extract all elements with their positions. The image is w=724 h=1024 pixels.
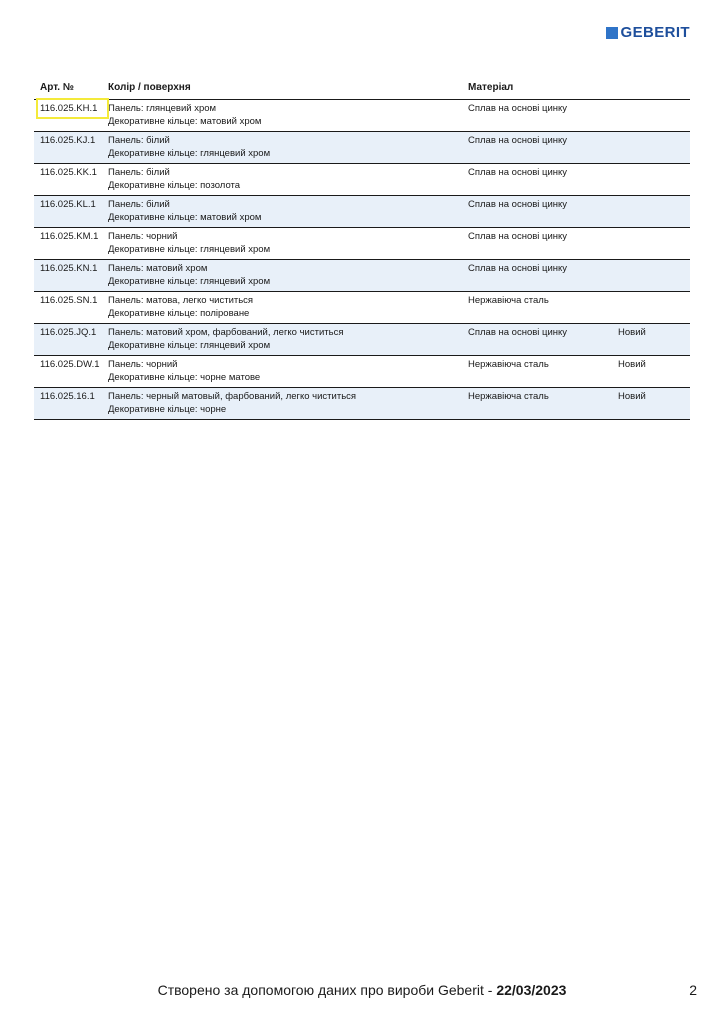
table-row	[34, 196, 690, 228]
geberit-logo	[606, 25, 690, 40]
new-badge: Новий	[612, 388, 690, 420]
panel-text: Панель: матовий хром	[108, 263, 208, 274]
table-row	[34, 164, 690, 196]
panel-text: Панель: матовий хром, фарбований, легко чиститься	[108, 327, 344, 338]
footer	[0, 982, 724, 998]
material-cell: Сплав на основі цинку	[462, 324, 612, 356]
ring-text: Декоративне кільце: позолота	[108, 180, 241, 191]
color-surface-cell	[102, 196, 462, 228]
ring-text: Декоративне кільце: поліроване	[108, 308, 250, 319]
panel-text: Панель: білий	[108, 167, 170, 178]
new-badge	[612, 228, 690, 260]
header-color-surface: Колір / поверхня	[102, 81, 462, 100]
panel-text: Панель: чорний	[108, 359, 178, 370]
ring-text: Декоративне кільце: чорне	[108, 404, 227, 415]
ring-text: Декоративне кільце: матовий хром	[108, 212, 262, 223]
table-row	[34, 260, 690, 292]
new-badge	[612, 164, 690, 196]
color-surface-cell	[102, 292, 462, 324]
new-badge	[612, 196, 690, 228]
ring-text: Декоративне кільце: глянцевий хром	[108, 340, 271, 351]
article-number: 116.025.DW.1	[34, 356, 102, 388]
material-cell: Сплав на основі цинку	[462, 228, 612, 260]
material-cell: Нержавіюча сталь	[462, 356, 612, 388]
color-surface-cell	[102, 132, 462, 164]
color-surface-cell	[102, 260, 462, 292]
material-cell: Сплав на основі цинку	[462, 100, 612, 132]
new-badge	[612, 132, 690, 164]
panel-text: Панель: черный матовый, фарбований, легко чиститься	[108, 391, 357, 402]
panel-text: Панель: глянцевий хром	[108, 103, 217, 114]
header-material: Матеріал	[462, 81, 612, 100]
panel-text: Панель: білий	[108, 135, 170, 146]
article-number: 116.025.KL.1	[34, 196, 102, 228]
new-badge	[612, 292, 690, 324]
material-cell: Сплав на основі цинку	[462, 260, 612, 292]
table-row	[34, 388, 690, 420]
article-number: 116.025.16.1	[34, 388, 102, 420]
material-cell: Сплав на основі цинку	[462, 196, 612, 228]
table-header-row	[34, 81, 690, 100]
ring-text: Декоративне кільце: глянцевий хром	[108, 148, 271, 159]
color-surface-cell	[102, 100, 462, 132]
logo-text: GEBERIT	[620, 24, 690, 41]
article-number: 116.025.KK.1	[34, 164, 102, 196]
header-article: Арт. №	[34, 81, 102, 100]
ring-text: Декоративне кільце: глянцевий хром	[108, 276, 271, 287]
footer-text: Створено за допомогою даних про вироби Geberit -	[157, 982, 493, 998]
color-surface-cell	[102, 388, 462, 420]
page-number: 2	[689, 982, 697, 998]
color-surface-cell	[102, 356, 462, 388]
color-surface-cell	[102, 228, 462, 260]
article-number: 116.025.KM.1	[34, 228, 102, 260]
color-surface-cell	[102, 324, 462, 356]
header-flag	[612, 81, 690, 100]
ring-text: Декоративне кільце: матовий хром	[108, 116, 262, 127]
material-cell: Сплав на основі цинку	[462, 164, 612, 196]
panel-text: Панель: білий	[108, 199, 170, 210]
article-number: 116.025.KH.1	[34, 100, 102, 132]
table-row	[34, 228, 690, 260]
panel-text: Панель: матова, легко чиститься	[108, 295, 254, 306]
material-cell: Сплав на основі цинку	[462, 132, 612, 164]
material-cell: Нержавіюча сталь	[462, 388, 612, 420]
material-cell: Нержавіюча сталь	[462, 292, 612, 324]
table-row	[34, 100, 690, 132]
article-number: 116.025.KJ.1	[34, 132, 102, 164]
new-badge: Новий	[612, 356, 690, 388]
table-row	[34, 292, 690, 324]
footer-date: 22/03/2023	[496, 982, 567, 998]
article-number: 116.025.JQ.1	[34, 324, 102, 356]
new-badge	[612, 260, 690, 292]
color-surface-cell	[102, 164, 462, 196]
table-row	[34, 132, 690, 164]
table-row	[34, 356, 690, 388]
ring-text: Декоративне кільце: чорне матове	[108, 372, 261, 383]
product-table	[34, 81, 690, 420]
article-number: 116.025.KN.1	[34, 260, 102, 292]
panel-text: Панель: чорний	[108, 231, 178, 242]
article-number: 116.025.SN.1	[34, 292, 102, 324]
new-badge: Новий	[612, 324, 690, 356]
table-row	[34, 324, 690, 356]
ring-text: Декоративне кільце: глянцевий хром	[108, 244, 271, 255]
selection-highlight	[36, 98, 109, 119]
logo-square-icon	[606, 27, 618, 39]
new-badge	[612, 100, 690, 132]
